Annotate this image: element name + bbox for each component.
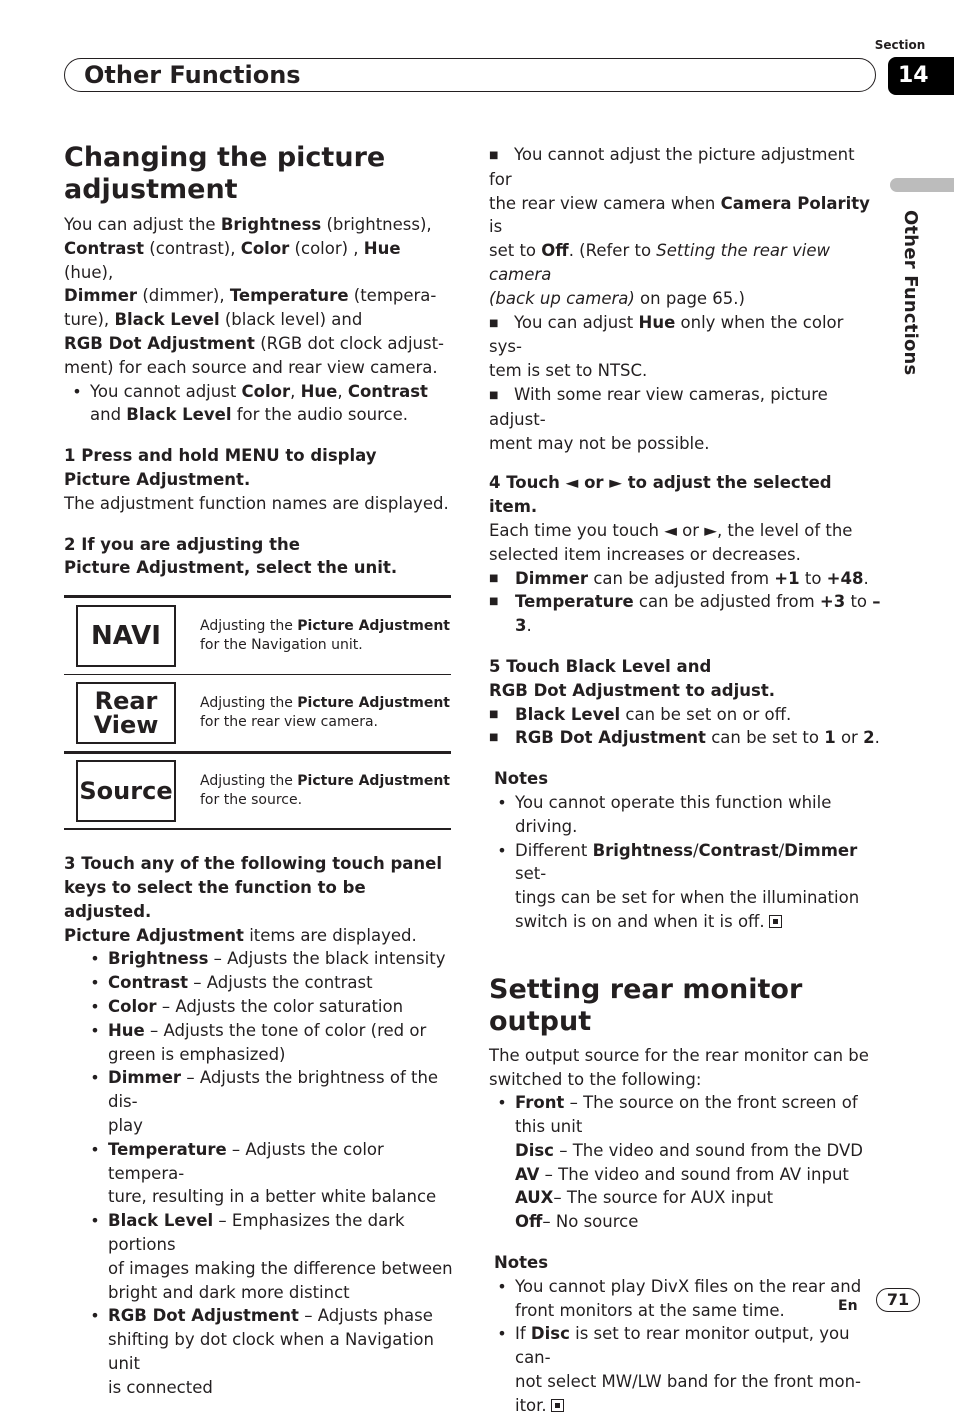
list-item: AV – The video and sound from AV input: [515, 1164, 849, 1184]
end-of-section-icon: [551, 1399, 564, 1412]
step-5: 5 Touch Black Level and RGB Dot Adjustment to adjust.: [489, 656, 775, 700]
list-item: • Color – Adjusts the color saturation: [82, 995, 454, 1019]
section-title-picture-adjustment: Changing the picture adjustment: [64, 142, 386, 205]
list-item: • Brightness – Adjusts the black intensity: [82, 947, 454, 971]
bullet-icon: •: [90, 1020, 100, 1040]
list-item: • Front – The source on the front screen of this unit: [489, 1091, 881, 1139]
section-number-tab: 14: [888, 57, 954, 95]
step-5-list: [489, 703, 881, 751]
bullet-icon: •: [90, 1068, 100, 1088]
square-bullet-icon: ■: [489, 708, 499, 720]
chapter-title: Other Functions: [84, 61, 301, 89]
list-item: • Different Brightness/Contrast/Dimmer set- tings can be set for when the illumination switch is on and when it is off.: [489, 839, 881, 934]
list-item: • Black Level – Emphasizes the dark portions of images making the difference between bright and dark more distinct: [82, 1209, 454, 1304]
intro-paragraph-rear-monitor: The output source for the rear monitor can be switched to the following:: [489, 1045, 869, 1089]
source-button[interactable]: Source: [76, 760, 176, 822]
notes-list: [489, 1275, 881, 1418]
section-title-rear-monitor: Setting rear monitor output: [489, 973, 803, 1037]
bullet-icon: •: [497, 1276, 507, 1296]
bullet-icon: •: [497, 1324, 507, 1344]
end-of-section-icon: [769, 915, 782, 928]
list-item: • If Disc is set to rear monitor output, you can- not select MW/LW band for the front mon- itor.: [489, 1322, 881, 1417]
list-item: AUX– The source for AUX input: [515, 1188, 774, 1208]
notes-heading: Notes: [494, 1253, 549, 1273]
list-item: Disc – The video and sound from the DVD: [515, 1140, 863, 1160]
unit-row-navi: [64, 598, 451, 674]
bullet-icon: •: [90, 1139, 100, 1159]
list-item: • Temperature – Adjusts the color tempera- ture, resulting in a better white balance: [82, 1138, 454, 1209]
square-bullet-icon: ■: [489, 572, 499, 584]
list-item: • RGB Dot Adjustment – Adjusts phase shifting by dot clock when a Navigation unit is connected: [82, 1304, 454, 1399]
square-bullet-icon: ■: [489, 389, 499, 401]
bullet-icon: •: [90, 1211, 100, 1231]
step-1: 1 Press and hold MENU to display Picture Adjustment.: [64, 446, 377, 489]
step-3-text: Picture Adjustment items are displayed.: [64, 925, 417, 945]
step-1-text: The adjustment function names are displayed.: [64, 493, 449, 513]
section-label: Section: [874, 38, 926, 52]
square-bullet-icon: ■: [489, 317, 499, 329]
function-list: [64, 947, 454, 1399]
list-item: ■ RGB Dot Adjustment can be set to 1 or 2.: [489, 726, 881, 750]
side-thumb-tab: [890, 178, 954, 192]
bullet-icon: •: [90, 973, 100, 993]
bullet-icon: •: [90, 1306, 100, 1326]
unit-row-rear-view: [64, 675, 451, 751]
square-bullet-icon: ■: [489, 732, 499, 744]
page-number: 71: [876, 1288, 920, 1312]
notes-list: [489, 791, 881, 934]
list-item: • You cannot operate this function while driving.: [489, 791, 881, 839]
unit-selection-table: [64, 595, 451, 830]
square-bullet-icon: ■: [489, 150, 499, 161]
left-column: [64, 142, 454, 1399]
square-bullet-icon: ■: [489, 596, 499, 608]
camera-notes-list: [489, 143, 881, 455]
list-item: • Dimmer – Adjusts the brightness of the dis- play: [82, 1066, 454, 1137]
intro-paragraph: You can adjust the Brightness (brightness), Contrast (contrast), Color (color) , Hue (hue), Dimmer (dimmer), Temperature (tempera- ture), Black Level (black level) and RGB Dot Adjustment (RGB dot clock adjust- ment) for each source and rear view camera.: [64, 215, 445, 377]
unit-row-source: [64, 754, 451, 828]
source-list: [489, 1091, 881, 1234]
right-column: [489, 143, 881, 1418]
step-4-list: [489, 567, 881, 638]
bullet-icon: •: [90, 949, 100, 969]
bullet-icon: •: [497, 1093, 507, 1113]
bullet-icon: •: [497, 792, 507, 812]
bullet-icon: •: [90, 996, 100, 1016]
bullet-icon: •: [497, 840, 507, 860]
list-item: ■ Black Level can be set on or off.: [489, 703, 881, 727]
list-item: ■ Temperature can be adjusted from +3 to –3.: [489, 590, 881, 638]
list-item: ■ You can adjust Hue only when the color sys- tem is set to NTSC.: [489, 312, 844, 381]
list-item: • Hue – Adjusts the tone of color (red or green is emphasized): [82, 1019, 454, 1067]
list-item: • You cannot play DivX files on the rear and front monitors at the same time.: [489, 1275, 881, 1323]
list-item: ■ With some rear view cameras, picture adjust- ment may not be possible.: [489, 384, 828, 453]
list-item: ■ Dimmer can be adjusted from +1 to +48.: [489, 567, 881, 591]
list-item: • Contrast – Adjusts the contrast: [82, 971, 454, 995]
navi-button[interactable]: NAVI: [76, 605, 176, 667]
notes-heading: Notes: [494, 769, 549, 789]
list-item: ■ You cannot adjust the picture adjustment for the rear view camera when Camera Polarity is set to Off. (Refer to Setting the rear view camera (back up camera) on page 65.): [489, 145, 870, 308]
list-item: • You cannot adjust Color, Hue, Contrast and Black Level for the audio source.: [72, 381, 428, 425]
step-4-text: Each time you touch ◄ or ►, the level of the selected item increases or decreases.: [489, 520, 853, 564]
list-item: Off– No source: [515, 1212, 639, 1232]
step-4: 4 Touch ◄ or ► to adjust the selected item.: [489, 473, 832, 517]
unit-description: Adjusting the Picture Adjustment for the source.: [200, 772, 450, 808]
step-3: 3 Touch any of the following touch panel keys to select the function to be adjusted.: [64, 854, 442, 921]
language-label: En: [838, 1298, 858, 1314]
side-chapter-label: Other Functions: [900, 210, 921, 376]
step-2: 2 If you are adjusting the Picture Adjustment, select the unit.: [64, 534, 398, 578]
rear-view-button[interactable]: Rear View: [76, 682, 176, 744]
unit-description: Adjusting the Picture Adjustment for the rear view camera.: [200, 695, 450, 731]
unit-description: Adjusting the Picture Adjustment for the Navigation unit.: [200, 617, 450, 653]
